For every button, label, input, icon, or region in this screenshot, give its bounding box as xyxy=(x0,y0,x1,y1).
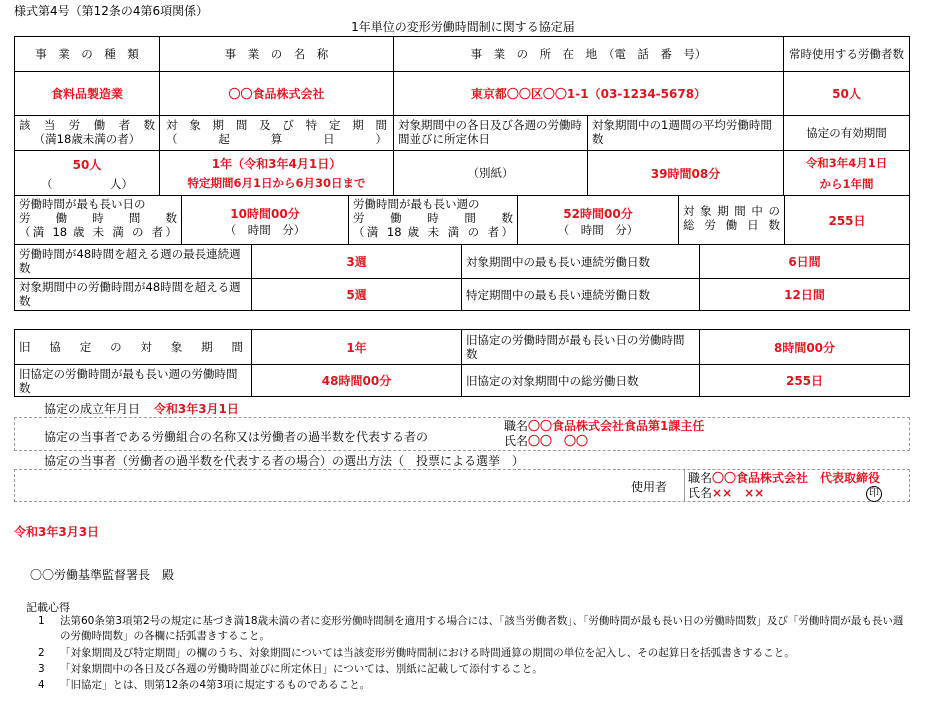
workers-value: 50人 xyxy=(72,158,102,172)
longest-week-value: 52時間00分 xyxy=(563,207,633,221)
over48-weeks-label: 対象期間中の労働時間が48時間を超える週数 xyxy=(14,278,252,311)
specific-period-value: 特定期間6月1日から6月30日まで xyxy=(187,176,366,190)
specific-consec-label: 特定期間中の最も長い連続労働日数 xyxy=(461,278,700,311)
note-2-text: 「対象期間及び特定期間」の欄のうち、対象期間については当該変形労働時間制における時間通算の期間の単位を記入し、その起算日を括弧書きすること。 xyxy=(60,647,795,659)
note-3-text: 「対象期間中の各日及び各週の労働時間並びに所定休日」については、別紙に記載して添付すること。 xyxy=(60,663,543,675)
old-period-label: 旧 協 定 の 対 象 期 間 xyxy=(14,329,252,365)
business-name-value: 〇〇食品株式会社 xyxy=(159,71,394,116)
old-longest-week-value: 48時間00分 xyxy=(251,364,462,397)
header-business-name: 事 業 の 名 称 xyxy=(159,36,394,72)
total-days-value: 255日 xyxy=(784,195,910,245)
employer-name-value: ×× ×× xyxy=(712,486,765,500)
specific-consec-value: 12日間 xyxy=(699,278,910,311)
longest-consec-days-label: 対象期間中の最も長い連続労働日数 xyxy=(461,244,700,279)
old-longest-day-value: 8時間00分 xyxy=(699,329,910,365)
longest-day-minor: （ 時間 分） xyxy=(224,223,306,237)
addressee: 〇〇労働基準監督署長 殿 xyxy=(30,568,175,582)
header-address: 事 業 の 所 在 地 （電 話 番 号） xyxy=(393,36,784,72)
employer-title-value: 〇〇食品株式会社 代表取締役 xyxy=(712,471,881,485)
submit-date: 令和3年3月3日 xyxy=(14,525,100,539)
old-total-days-label: 旧協定の対象期間中の総労働日数 xyxy=(461,364,700,397)
validity-cell xyxy=(783,150,910,196)
over48-consec-label: 労働時間が48時間を超える週の最長連続週数 xyxy=(14,244,252,279)
longest-day-value: 10時間00分 xyxy=(230,207,300,221)
form-title: 1年単位の変形労働時間制に関する協定届 xyxy=(351,20,575,34)
note-1-num: 1 xyxy=(38,615,45,627)
over48-consec-value: 3週 xyxy=(251,244,462,279)
agreement-date-row xyxy=(44,400,239,417)
old-period-value: 1年 xyxy=(251,329,462,365)
longest-consec-days-value: 6日間 xyxy=(699,244,910,279)
seal-mark: 印 xyxy=(866,486,882,502)
note-4-num: 4 xyxy=(38,679,45,691)
note-4-text: 「旧協定」とは、則第12条の4第3項に規定するものであること。 xyxy=(60,679,371,691)
party-label: 協定の当事者である労働組合の名称又は労働者の過半数を代表する者の xyxy=(44,430,429,444)
workers-minor: （ 人） xyxy=(41,177,133,191)
party-title-value: 〇〇食品株式会社食品第1課主任 xyxy=(528,419,705,433)
agreement-date-label: 協定の成立年月日 xyxy=(44,402,141,416)
avg-hours-value: 39時間08分 xyxy=(587,150,784,196)
note-1-text: 法第60条第3項第2号の規定に基づき満18歳未満の者に変形労働時間制を適用する場合には、「該当労働者数」、「労働時間が最も長い日の労働時間数」及び「労働時間が最も長い週の労働時間数」の各欄に括弧書きすること。 xyxy=(60,615,904,642)
form-id: 様式第4号（第12条の4第6項関係） xyxy=(14,4,209,18)
header-employees: 常時使用する労働者数 xyxy=(783,36,910,72)
longest-day-cell xyxy=(181,195,349,245)
address-value: 東京都〇〇区〇〇1-1（03-1234-5678） xyxy=(393,71,784,116)
agreement-date-value: 令和3年3月1日 xyxy=(153,402,239,416)
party-name: 氏名〇〇 〇〇 xyxy=(504,434,589,448)
employer-label: 使用者 xyxy=(631,480,668,494)
employer-name: 氏名×× ×× xyxy=(688,486,765,500)
selection-method: 協定の当事者（労働者の過半数を代表する者の場合）の選出方法（ 投票による選挙 ） xyxy=(44,454,525,468)
schedule-value: （別紙） xyxy=(393,150,588,196)
old-longest-day-label: 旧協定の労働時間が最も長い日の労働時間数 xyxy=(461,329,700,365)
total-days-label: 対象期間中の 総労働日数 xyxy=(678,195,785,245)
old-total-days-value: 255日 xyxy=(699,364,910,397)
business-type-value: 食料品製造業 xyxy=(14,71,160,116)
validity-value-2: から1年間 xyxy=(819,177,874,191)
header-period: 対象期間及び特定期間 （ 起 算 日 ） xyxy=(159,115,394,151)
longest-week-label: 労働時間が最も長い週の 労 働 時 間 数 （満 18 歳 未 満 の 者） xyxy=(348,195,518,245)
note-3-num: 3 xyxy=(38,663,45,675)
header-avg-hours: 対象期間中の1週間の平均労働時間数 xyxy=(587,115,784,151)
header-business-type: 事 業 の 種 類 xyxy=(14,36,160,72)
workers-cell xyxy=(14,150,160,196)
notes-heading: 記載心得 xyxy=(26,601,70,614)
validity-value-1: 令和3年4月1日 xyxy=(805,156,888,170)
old-longest-week-label: 旧協定の労働時間が最も長い週の労働時間数 xyxy=(14,364,252,397)
period-cell xyxy=(159,150,394,196)
party-title: 職名〇〇食品株式会社食品第1課主任 xyxy=(504,419,705,433)
note-2-num: 2 xyxy=(38,647,45,659)
period-value: 1年（令和3年4月1日） xyxy=(211,157,342,171)
header-schedule: 対象期間中の各日及び各週の労働時間並びに所定休日 xyxy=(393,115,588,151)
employer-title: 職名〇〇食品株式会社 代表取締役 xyxy=(688,471,881,485)
longest-day-label: 労働時間が最も長い日の 労 働 時 間 数 （満 18 歳 未 満 の 者） xyxy=(14,195,182,245)
employees-value: 50人 xyxy=(783,71,910,116)
over48-weeks-value: 5週 xyxy=(251,278,462,311)
header-validity: 協定の有効期間 xyxy=(783,115,910,151)
header-workers: 該当労働者数 （満18歳未満の者） xyxy=(14,115,160,151)
longest-week-cell xyxy=(517,195,679,245)
longest-week-minor: （ 時間 分） xyxy=(557,223,639,237)
party-name-value: 〇〇 〇〇 xyxy=(528,434,589,448)
